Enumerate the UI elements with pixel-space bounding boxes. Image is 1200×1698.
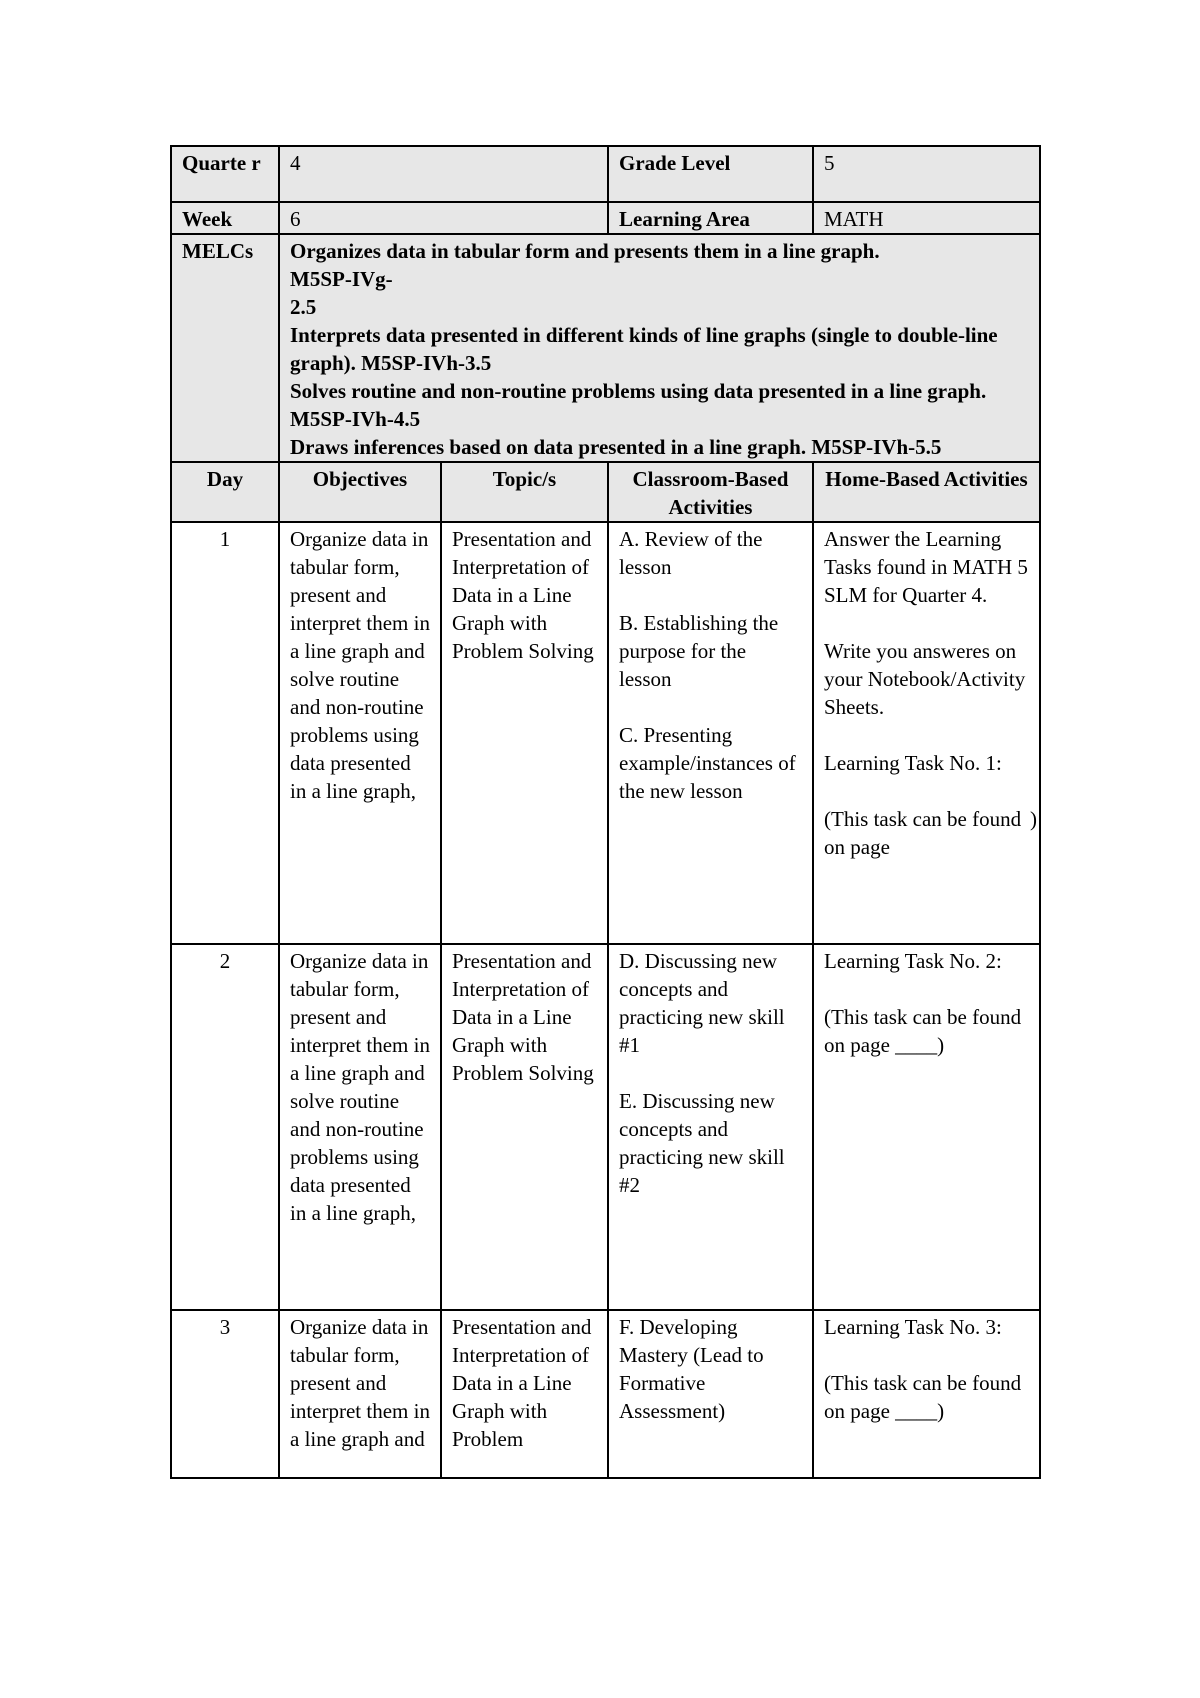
- week-row: [171, 202, 1040, 234]
- melc-line: graph). M5SP-IVh-3.5: [290, 351, 492, 375]
- melc-line: Solves routine and non-routine problems using data presented in a line graph.: [290, 379, 987, 403]
- home-activities-cell: [813, 1310, 1040, 1478]
- grade-level-value: 5: [813, 146, 1040, 202]
- column-header-objectives: Objectives: [279, 462, 441, 522]
- melcs-label: MELCs: [171, 234, 279, 462]
- classroom-activities-cell: [608, 944, 813, 1310]
- topic-cell: Presentation and Interpretation of Data in a Line Graph with Problem: [441, 1310, 608, 1478]
- grade-level-label: Grade Level: [608, 146, 813, 202]
- quarter-value: 4: [279, 146, 608, 202]
- home-instruction: Answer the Learning Tasks found in MATH 5 SLM for Quarter 4.: [824, 527, 1028, 607]
- learning-area-value: MATH: [813, 202, 1040, 234]
- day-number: 2: [171, 944, 279, 1310]
- quarter-label: Quarte r: [171, 146, 279, 202]
- week-label: Week: [171, 202, 279, 234]
- melcs-row: [171, 234, 1040, 462]
- lesson-plan-table: [170, 145, 1041, 1479]
- melc-line: Draws inferences based on data presented in a line graph. M5SP-IVh-5.5: [290, 435, 942, 459]
- home-activities-cell: [813, 522, 1040, 944]
- topic-cell: Presentation and Interpretation of Data in a Line Graph with Problem Solving: [441, 944, 608, 1310]
- classroom-activity: C. Presenting example/instances of the new lesson: [619, 723, 796, 803]
- learning-area-label: Learning Area: [608, 202, 813, 234]
- page-reference-text: (This task can be found on page ____): [824, 1005, 1022, 1057]
- classroom-activity: E. Discussing new concepts and practicing new skill #2: [619, 1089, 785, 1197]
- day-number: 3: [171, 1310, 279, 1478]
- table-row: [171, 1310, 1040, 1478]
- table-row: [171, 522, 1040, 944]
- melc-line: Interprets data presented in different kinds of line graphs (single to double-line: [290, 323, 998, 347]
- column-header-row: [171, 462, 1040, 522]
- learning-task-label: Learning Task No. 3:: [824, 1315, 1002, 1339]
- objective-cell: Organize data in tabular form, present and interpret them in a line graph and solve routine and non-routine problems using data presented in a line graph,: [279, 522, 441, 944]
- melcs-content: [279, 234, 1040, 462]
- classroom-activities-cell: [608, 1310, 813, 1478]
- classroom-activity: A. Review of the lesson: [619, 527, 763, 579]
- home-activities-cell: [813, 944, 1040, 1310]
- page-reference-close: ): [1030, 807, 1037, 831]
- melc-line: Organizes data in tabular form and presents them in a line graph.: [290, 239, 880, 263]
- objective-cell: Organize data in tabular form, present and interpret them in a line graph and solve routine and non-routine problems using data presented in a line graph,: [279, 944, 441, 1310]
- melc-line: M5SP-IVh-4.5: [290, 407, 421, 431]
- classroom-activity: D. Discussing new concepts and practicing new skill #1: [619, 949, 785, 1057]
- column-header-topics: Topic/s: [441, 462, 608, 522]
- page-reference-text: (This task can be found on page: [824, 807, 1022, 859]
- table-row: [171, 944, 1040, 1310]
- column-header-home: Home-Based Activities: [813, 462, 1040, 522]
- topic-cell: Presentation and Interpretation of Data in a Line Graph with Problem Solving: [441, 522, 608, 944]
- page-reference-text: (This task can be found on page ____): [824, 1371, 1022, 1423]
- melc-line: M5SP-IVg-: [290, 267, 393, 291]
- learning-task-label: Learning Task No. 1:: [824, 751, 1002, 775]
- day-number: 1: [171, 522, 279, 944]
- quarter-row: [171, 146, 1040, 202]
- classroom-activity: F. Developing Mastery (Lead to Formative Assessment): [619, 1315, 764, 1423]
- home-instruction: Write you answeres on your Notebook/Activity Sheets.: [824, 639, 1026, 719]
- objective-cell: Organize data in tabular form, present and interpret them in a line graph and: [279, 1310, 441, 1478]
- column-header-day: Day: [171, 462, 279, 522]
- melc-line: 2.5: [290, 295, 317, 319]
- classroom-activity: B. Establishing the purpose for the lesson: [619, 611, 779, 691]
- learning-task-label: Learning Task No. 2:: [824, 949, 1002, 973]
- column-header-classroom: Classroom-Based Activities: [608, 462, 813, 522]
- week-value: 6: [279, 202, 608, 234]
- classroom-activities-cell: [608, 522, 813, 944]
